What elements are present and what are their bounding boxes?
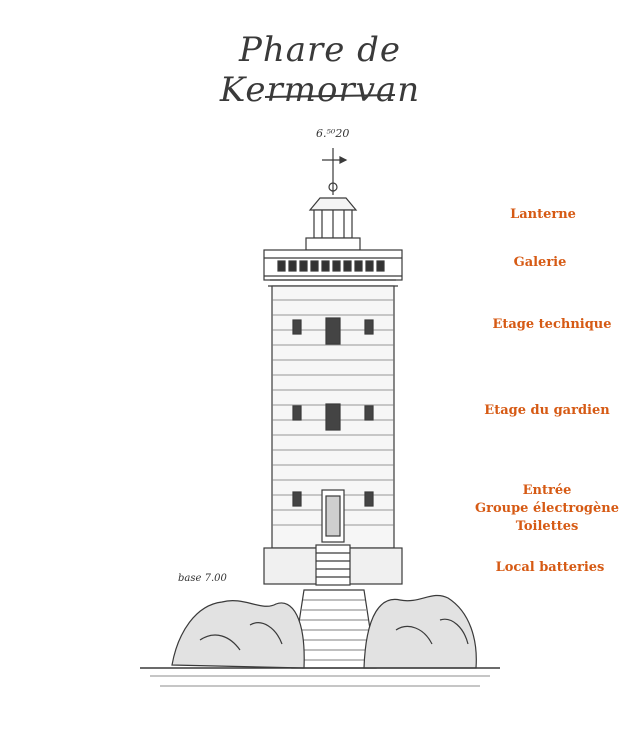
label-groupe-electrogene: Groupe électrogène: [475, 501, 619, 516]
base-dimension: base 7.00: [178, 573, 227, 584]
label-etage-gardien: Etage du gardien: [484, 403, 610, 418]
label-lanterne: Lanterne: [510, 207, 576, 222]
label-galerie: Galerie: [513, 255, 567, 270]
label-etage-technique: Etage technique: [492, 317, 612, 332]
drawing-title: Phare de Kermorvan: [219, 30, 421, 110]
label-local-batteries: Local batteries: [495, 560, 605, 575]
label-toilettes: Toilettes: [515, 519, 579, 534]
tower: [272, 286, 394, 548]
label-entree: Entrée: [522, 483, 572, 498]
height-dimension: 6.⁵⁰20: [316, 127, 350, 140]
gallery: [264, 250, 402, 286]
lantern: [306, 198, 360, 250]
